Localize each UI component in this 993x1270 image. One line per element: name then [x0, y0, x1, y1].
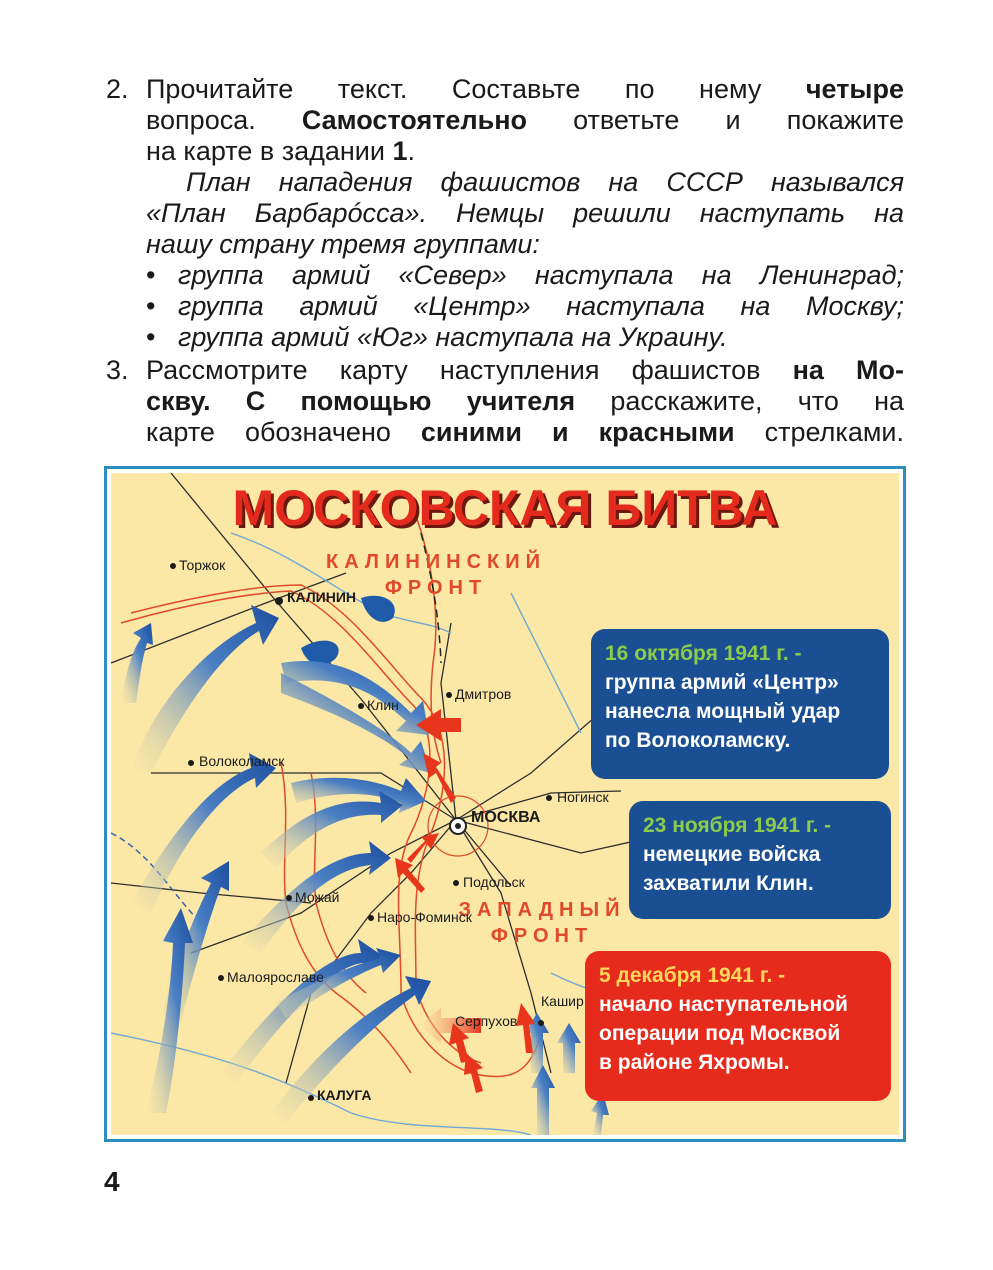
- quote-line-2: «План Барбарóсса». Немцы решили наступать на: [146, 198, 904, 228]
- city-dmitrov: Дмитров: [455, 686, 512, 702]
- info-box-yakhroma: 5 декабря 1941 г. - начало наступательной операции под Москвой в районе Яхромы.: [585, 951, 891, 1101]
- kalinin-front-label: КАЛИНИНСКИЙ ФРОНТ: [326, 551, 546, 599]
- quote-line-3: нашу страну тремя группами:: [146, 229, 540, 259]
- western-front-label: ЗАПАДНЫЙ ФРОНТ: [458, 899, 626, 947]
- bullet-item: • группа армий «Север» наступала на Ленинград;: [146, 260, 904, 290]
- map-area: [111, 473, 899, 1135]
- city-podolsk: Подольск: [463, 874, 525, 890]
- task-3-text: Рассмотрите карту наступления фашистов на Мо- скву. С помощью учителя расскажите, что на карте обозначено синими и красными стрелками.: [146, 355, 904, 447]
- map-title: МОСКОВСКАЯ БИТВА: [232, 480, 778, 536]
- city-maloyaroslavets: Малоярославе: [227, 969, 324, 985]
- city-kalinin: КАЛИНИН: [287, 589, 356, 605]
- task-2-number: 2.: [106, 74, 129, 104]
- task-3-number: 3.: [106, 355, 129, 385]
- city-volokolamsk: Волоколамск: [199, 753, 285, 769]
- task-3: [106, 355, 904, 448]
- quote-line-1: План нападения фашистов на СССР назывался: [186, 167, 904, 197]
- city-serpukhov: Серпухов: [455, 1013, 518, 1029]
- city-naro-fominsk: Наро-Фоминск: [377, 909, 472, 925]
- task-2-text: Прочитайте текст. Составьте по нему четыре вопроса. Самостоятельно ответьте и покажите на карте в задании 1. План нападения фашистов на СССР назывался «План Барбарóсса». Немцы решили наступать на нашу страну тремя группами: • группа армий «Север» наступала на Ленинград; • группа армий «Центр» наступала на Москву; • группа армий «Юг» наступала на Украину.: [146, 74, 904, 352]
- info-box-klin: 23 ноября 1941 г. - немецкие войска захватили Клин.: [629, 801, 891, 919]
- city-noginsk: Ногинск: [557, 789, 609, 805]
- bullet-item: • группа армий «Центр» наступала на Москву;: [146, 291, 904, 321]
- city-klin: Клин: [367, 697, 399, 713]
- task-2: [106, 74, 904, 353]
- city-moscow: МОСКВА: [471, 809, 541, 826]
- page-number: 4: [104, 1166, 120, 1197]
- city-torzhok: Торжок: [179, 557, 226, 573]
- battle-map: [104, 466, 906, 1142]
- info-box-volokolamsk: 16 октября 1941 г. - группа армий «Центр» нанесла мощный удар по Волоколамску.: [591, 629, 889, 779]
- bullet-item: • группа армий «Юг» наступала на Украину.: [146, 322, 728, 352]
- city-mozhaisk: Можай: [295, 889, 340, 905]
- city-kashira: Кашир: [541, 993, 584, 1009]
- city-kaluga: КАЛУГА: [317, 1087, 372, 1103]
